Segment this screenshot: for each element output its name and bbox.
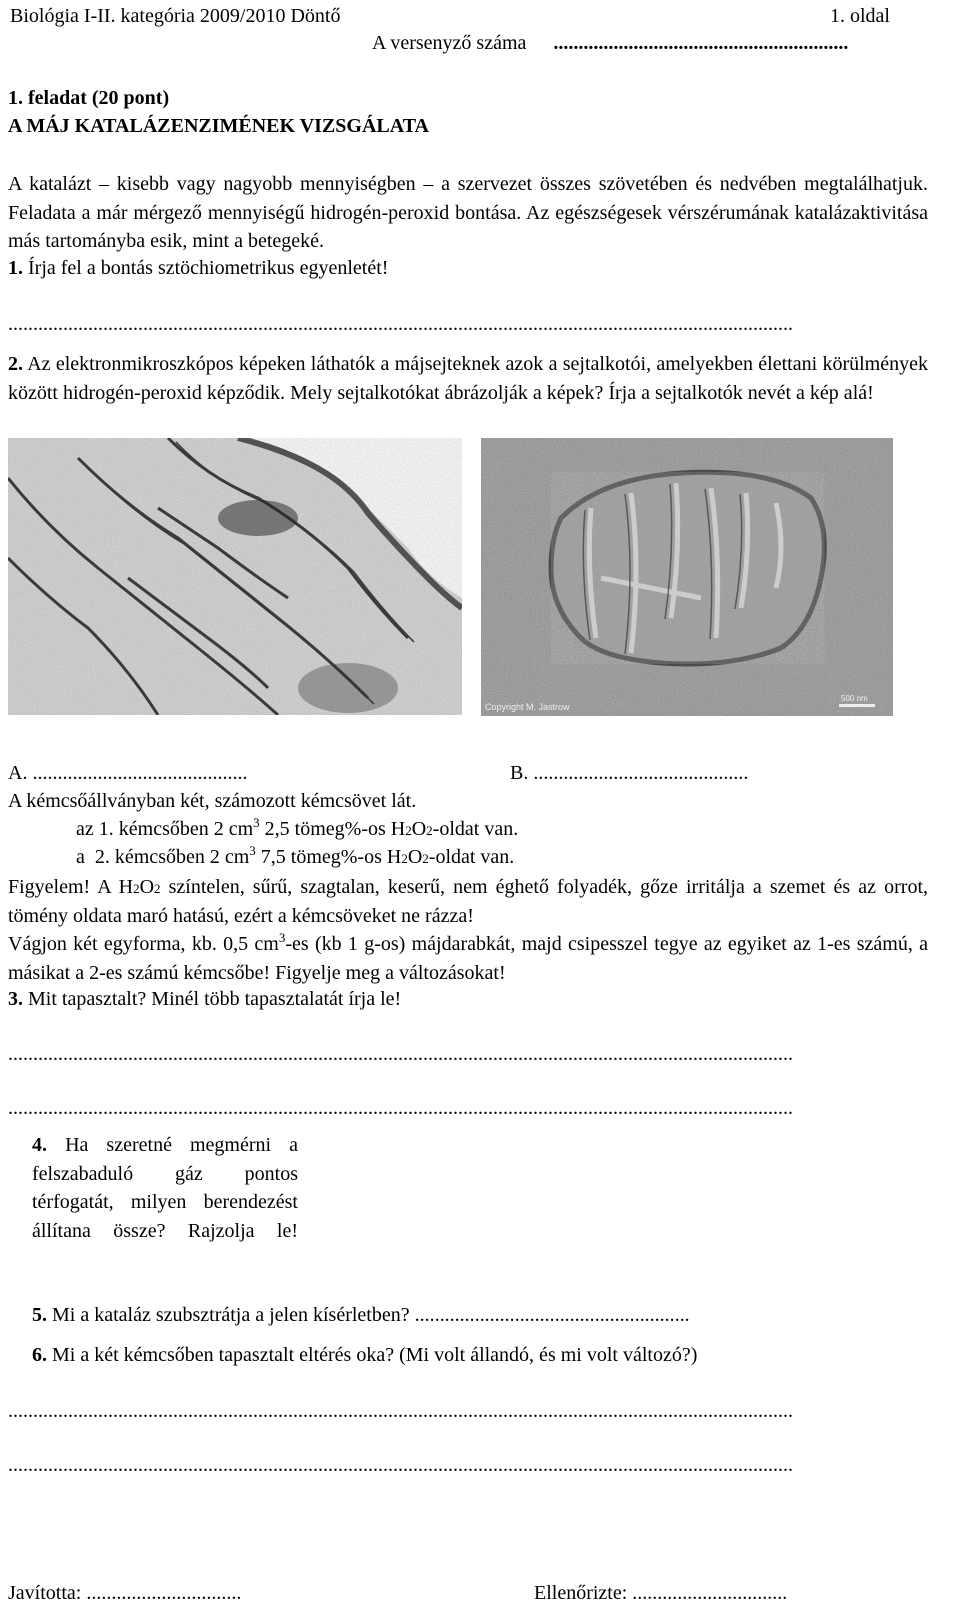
tube-1-suffix: -oldat van.: [432, 818, 519, 840]
task-title: A MÁJ KATALÁZENZIMÉNEK VIZSGÁLATA: [8, 115, 429, 137]
question-2-text: Az elektronmikroszkópos képeken láthatók a májsejteknek azok a sejtalkotói, amelyekben élettani körülmények között hidrogén-peroxid képződik. Mely sejtalkotókat ábrázolják a képek? Írja a sejtalkotók nevét a kép alá!: [8, 353, 928, 404]
micrograph-b-image: [481, 438, 893, 716]
question-5-number: 5.: [32, 1304, 47, 1326]
question-1-number: 1.: [8, 257, 23, 279]
competitor-number-field[interactable]: ...........................................................: [553, 32, 849, 54]
tube-2-sub1: 2: [401, 851, 408, 866]
tube-2-prefix: a 2. kémcsőben 2 cm: [76, 846, 250, 868]
header-title: Biológia I-II. kategória 2009/2010 Döntő: [10, 5, 341, 27]
rack-line: A kémcsőállványban két, számozott kémcsövet lát.: [8, 790, 417, 812]
micrograph-b-copyright: Copyright M. Jastrow: [485, 702, 570, 712]
question-3-text: Mit tapasztalt? Minél több tapasztalatát írja le!: [28, 988, 402, 1010]
question-4: [32, 1131, 298, 1245]
tube-1-prefix: az 1. kémcsőben 2 cm: [76, 818, 254, 840]
tube-2-o: O: [407, 846, 423, 868]
question-5-text[interactable]: Mi a kataláz szubsztrátja a jelen kísérletben? .......................................................: [52, 1304, 690, 1326]
warning-sub2: 2: [154, 881, 161, 896]
competitor-label-text: A versenyző száma: [372, 32, 527, 54]
question-6-number: 6.: [32, 1344, 47, 1366]
question-3-answer-line-1[interactable]: .............................................................................................................................................................: [8, 1043, 793, 1065]
micrograph-b: [481, 438, 893, 716]
question-2-number: 2.: [8, 353, 23, 375]
question-5: [32, 1303, 690, 1327]
micrograph-a: [8, 438, 462, 715]
competitor-label: [372, 31, 848, 55]
tube-1-o: O: [411, 818, 427, 840]
answer-a[interactable]: A. ...........................................: [8, 762, 248, 784]
tube-2-middle: 7,5 tömeg%-os H: [255, 846, 402, 868]
tube-2-line: [76, 845, 514, 869]
question-1-text: Írja fel a bontás sztöchiometrikus egyenletét!: [28, 257, 389, 279]
tube-1-exp: 3: [253, 815, 260, 830]
question-1-answer-line[interactable]: .............................................................................................................................................................: [8, 313, 793, 335]
micrograph-b-scale: 500 nm: [841, 694, 868, 703]
warning-sub1: 2: [133, 881, 140, 896]
tube-1-sub2: 2: [426, 823, 433, 838]
warning-rest: színtelen, sűrű, szagtalan, keserű, nem éghető folyadék, gőze irritálja a szemet és az orrot, tömény oldata maró hatású, ezért a kémcsöveket ne rázza!: [8, 876, 928, 927]
corrected-by[interactable]: Javította: ...............................: [8, 1582, 242, 1604]
question-6-answer-line-2[interactable]: .............................................................................................................................................................: [8, 1454, 793, 1476]
question-2: [8, 350, 928, 407]
question-4-text: Ha szeretné megmérni a felszabaduló gáz pontos térfogatát, milyen berendezést állítana össze? Rajzolja le!: [32, 1134, 299, 1242]
micrograph-a-image: [8, 438, 462, 715]
warning-o: O: [139, 876, 155, 898]
question-6-text: Mi a két kémcsőben tapasztalt eltérés oka? (Mi volt állandó, és mi volt változó?): [52, 1344, 698, 1366]
tube-2-exp: 3: [249, 843, 256, 858]
warning-lead: Figyelem! A H: [8, 876, 134, 898]
tube-1-line: [76, 817, 518, 841]
page-number: 1. oldal: [830, 5, 890, 27]
question-6-answer-line-1[interactable]: .............................................................................................................................................................: [8, 1400, 793, 1422]
warning-paragraph: [8, 873, 928, 930]
procedure-part2: -es (kb 1 g-os) májdarabkát, majd csipesszel tegye az egyiket az 1-es számú, a másikat a 2-es számú kémcsőbe! Figyelje meg a változásokat!: [8, 933, 929, 984]
procedure-part1: Vágjon két egyforma, kb. 0,5 cm: [8, 933, 279, 955]
question-3-number: 3.: [8, 988, 23, 1010]
procedure-paragraph: [8, 930, 928, 987]
question-4-number: 4.: [32, 1134, 47, 1156]
question-1: [8, 256, 388, 280]
tube-1-middle: 2,5 tömeg%-os H: [259, 818, 406, 840]
tube-2-suffix: -oldat van.: [428, 846, 515, 868]
task-number: 1. feladat (20 pont): [8, 87, 170, 109]
intro-paragraph: A katalázt – kisebb vagy nagyobb mennyiségben – a szervezet összes szövetében és nedvében megtalálhatjuk. Feladata a már mérgező mennyiségű hidrogén-peroxid bontása. Az egészségesek vérszérumának katalázaktivitása más tartományba esik, mint a betegeké.: [8, 173, 928, 252]
checked-by[interactable]: Ellenőrizte: ...............................: [534, 1582, 788, 1604]
answer-b[interactable]: B. ...........................................: [510, 762, 749, 784]
procedure-exp: 3: [278, 930, 286, 945]
question-3-answer-line-2[interactable]: .............................................................................................................................................................: [8, 1097, 793, 1119]
question-6: [32, 1343, 697, 1367]
tube-1-sub1: 2: [405, 823, 412, 838]
question-3: [8, 987, 401, 1011]
tube-2-sub2: 2: [422, 851, 429, 866]
